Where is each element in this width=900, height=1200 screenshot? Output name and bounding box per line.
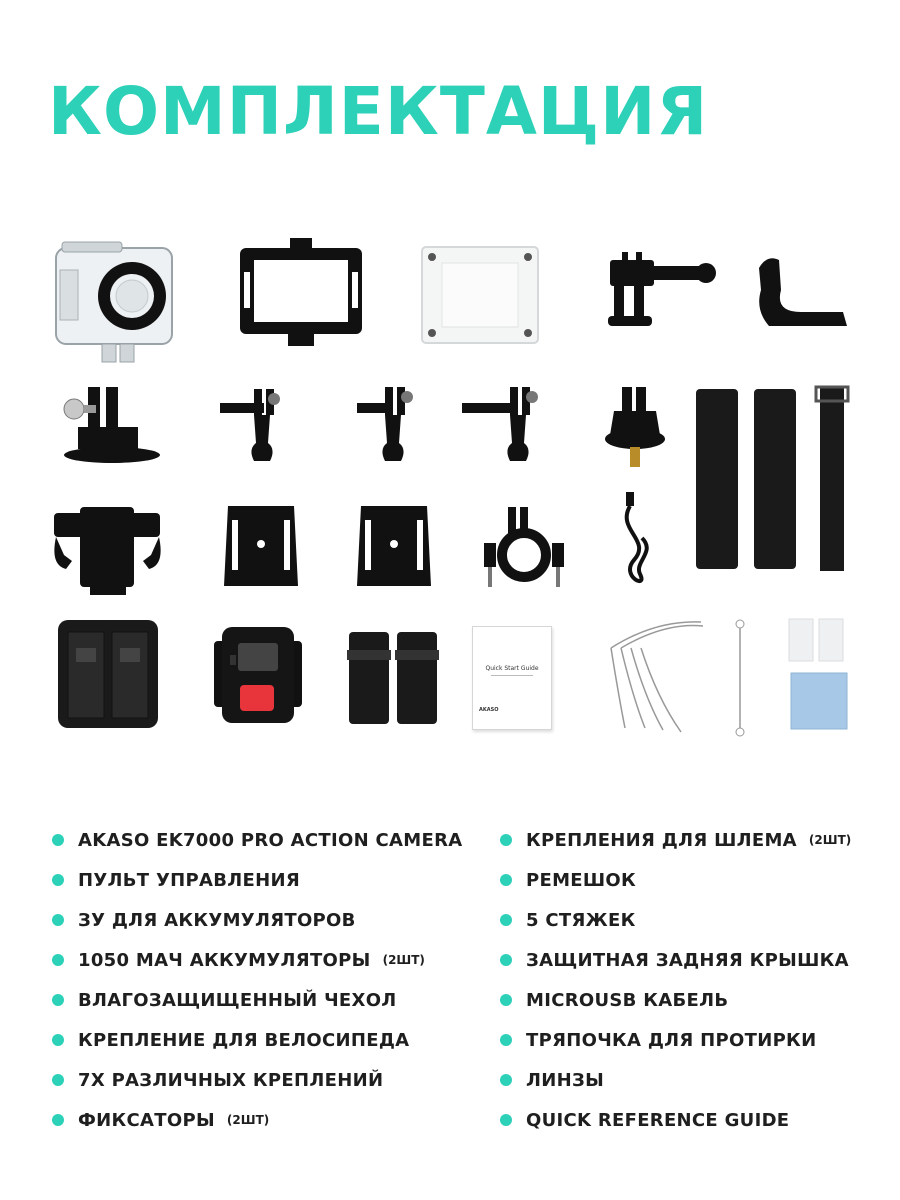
quantity-label: (2ШТ) [226,1113,270,1127]
list-item: ЛИНЗЫ [500,1060,851,1100]
list-item: 1050 МАЧ АККУМУЛЯТОРЫ (2ШТ) [52,940,462,980]
bullet-icon [500,874,512,886]
bullet-icon [500,1074,512,1086]
bullet-icon [52,1074,64,1086]
guide-brand: AKASO [479,707,499,713]
clip-mount-image [50,505,165,597]
quick-start-guide-image [472,626,552,730]
frame-mount-image [236,238,366,348]
bullet-icon [52,1034,64,1046]
long-connector-image [460,385,540,465]
battery-charger-image [56,618,160,730]
list-item: ФИКСАТОРЫ (2ШТ) [52,1100,462,1140]
list-item: ЗАЩИТНАЯ ЗАДНЯЯ КРЫШКА [500,940,851,980]
usb-cable-image [612,490,662,594]
wrist-strap-image [345,630,440,726]
contents-list-left [52,820,462,1140]
contents-list-right [500,820,851,1140]
list-item: КРЕПЛЕНИЕ ДЛЯ ВЕЛОСИПЕДА [52,1020,462,1060]
tripod-adapter-image [600,385,670,469]
list-item: ПУЛЬТ УПРАВЛЕНИЯ [52,860,462,900]
lens-cloth-image [785,615,851,733]
bullet-icon [500,1034,512,1046]
waterproof-case-image [52,240,176,366]
list-item: РЕМЕШОК [500,860,851,900]
bullet-icon [52,914,64,926]
back-cover-image [420,245,540,345]
short-connector-image [355,385,415,465]
remote-control-image [212,625,304,727]
velcro-straps-image [692,385,852,575]
guide-title: Quick Start Guide [485,665,539,672]
bullet-icon [52,834,64,846]
list-item: AKASO EK7000 PRO ACTION CAMERA [52,820,462,860]
page-title: КОМПЛЕКТАЦИЯ [48,73,709,150]
helmet-mount-image [222,500,300,592]
quantity-label: (2ШТ) [808,833,852,847]
list-item: QUICK REFERENCE GUIDE [500,1100,851,1140]
list-item: КРЕПЛЕНИЯ ДЛЯ ШЛЕМА (2ШТ) [500,820,851,860]
extension-arm-image [218,385,284,465]
list-item: MICROUSB КАБЕЛЬ [500,980,851,1020]
j-hook-mount-image [745,250,850,330]
helmet-mount-image [355,500,433,592]
bullet-icon [500,914,512,926]
bullet-icon [500,1114,512,1126]
cable-ties-image [605,618,707,738]
list-item: 5 СТЯЖЕК [500,900,851,940]
bullet-icon [500,834,512,846]
list-item: ЗУ ДЛЯ АККУМУЛЯТОРОВ [52,900,462,940]
buckle-base-mount-image [62,385,162,465]
list-item: ВЛАГОЗАЩИЩЕННЫЙ ЧЕХОЛ [52,980,462,1020]
handlebar-adapter-mount-image [600,250,720,336]
bullet-icon [500,994,512,1006]
bullet-icon [52,954,64,966]
bullet-icon [500,954,512,966]
quantity-label: (2ШТ) [382,953,425,967]
list-item: ТРЯПОЧКА ДЛЯ ПРОТИРКИ [500,1020,851,1060]
list-item: 7Х РАЗЛИЧНЫХ КРЕПЛЕНИЙ [52,1060,462,1100]
bullet-icon [52,994,64,1006]
bullet-icon [52,874,64,886]
bullet-icon [52,1114,64,1126]
tether-image [730,618,750,738]
bike-mount-image [480,505,568,591]
